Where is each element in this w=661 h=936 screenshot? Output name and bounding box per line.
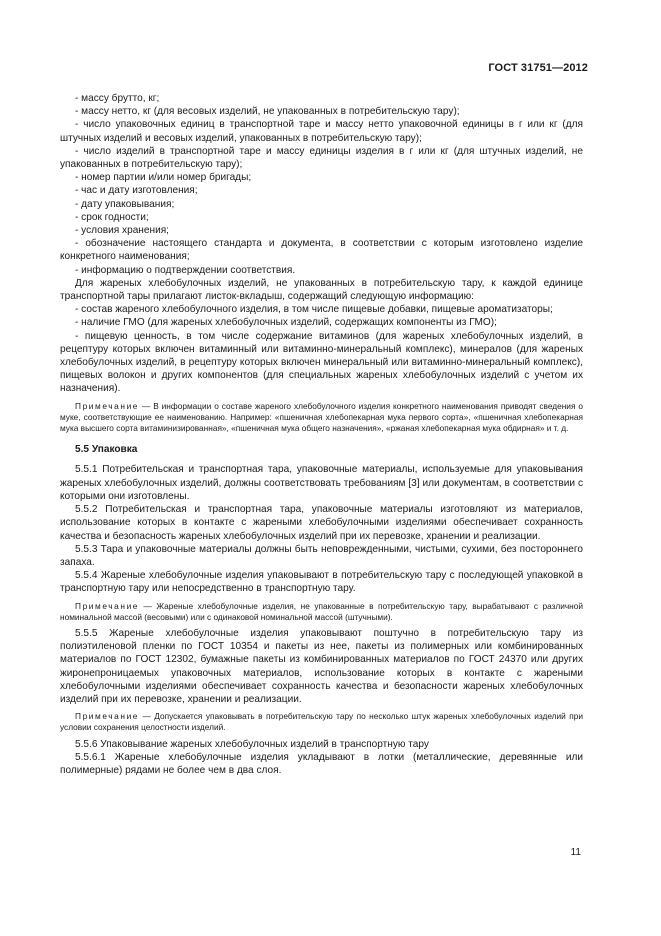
marking-list xyxy=(60,92,583,396)
page-content xyxy=(60,92,583,777)
paragraph: 5.5.1 Потребительская и транспортная тара, упаковочные материалы, используемые для упаковывания жареных хлебобулочных изделий, должны соответствовать требованиям [3] или документам, в соответствии с которыми они изготовлены. xyxy=(60,464,583,502)
paragraph: - обозначение настоящего стандарта и документа, в соответствии с которым изготовлено изделие конкретного наименования; xyxy=(60,238,583,263)
paragraph: - информацию о подтверждении соответствия. xyxy=(75,264,296,276)
paragraph: - срок годности; xyxy=(75,211,149,223)
paragraph: - массу нетто, кг (для весовых изделий, не упакованных в потребительскую тару); xyxy=(75,106,460,118)
paragraph: 5.5.5 Жареные хлебобулочные изделия упаковывают поштучно в потребительскую тару из полиэтиленовой пленки по ГОСТ 10354 и пакеты из нее, пакеты из полимерных или комбинированных материалов по ГОСТ 12302, бумажные пакеты из комбинированных материалов по ГОСТ 24370 или других жиронепроницаемых упаковочных материалов, использование которых в контакте с жареными хлебобулочными изделиями обеспечивает сохранность качества и безопасности жареных хлебобулочных изделий при их перевозке, хранении и реализации. xyxy=(60,627,583,705)
paragraph: 5.5.2 Потребительская и транспортная тара, упаковочные материалы изготовляют из материалов, использование которых в контакте с жареными хлебобулочными изделиями обеспечивает сохранность качества и безопасность жареных хлебобулочных изделий при их перевозке, хранении и реализации. xyxy=(60,504,583,542)
note-text: — Допускается упаковывать в потребительскую тару по несколько штук жареных хлебобулочных изделий при условии сохранения целостности изделий. xyxy=(60,711,583,733)
paragraph: 5.5.6 Упаковывание жареных хлебобулочных изделий в транспортную тару xyxy=(75,738,429,750)
note-label: Примечание xyxy=(75,600,140,611)
paragraph: 5.5.4 Жареные хлебобулочные изделия упаковывают в потребительскую тару с последующей упаковкой в транспортную тару или непосредственно в транспортную тару. xyxy=(60,570,583,595)
document-header: ГОСТ 31751—2012 xyxy=(488,62,588,74)
section-heading: 5.5 Упаковка xyxy=(75,444,138,456)
paragraph: - час и дату изготовления; xyxy=(75,185,198,197)
note-text: — В информации о составе жареного хлебобулочного изделия конкретного наименования приводят сведения о муке, соответствующие ее наименованию. Например: «пшеничная хлебопекарная мука первого сорта», «пшеничная хлебопекарная мука высшего сорта витаминизированная», «пшеничная мука общего назначения», «ржаная хлебопекарная мука обдирная» и т. д. xyxy=(60,400,583,434)
paragraph: - дату упаковывания; xyxy=(75,198,175,210)
note-label: Примечание xyxy=(75,400,140,411)
paragraph: - число изделий в транспортной таре и массу единицы изделия в г или кг (для штучных изделий, не упакованных в потребительскую тару); xyxy=(60,145,583,171)
note xyxy=(60,401,583,435)
paragraph: - условия хранения; xyxy=(75,225,169,237)
packaging-paragraphs xyxy=(60,627,583,706)
paragraph: - состав жареного хлебобулочного изделия, в том числе пищевые добавки, пищевые ароматизаторы; xyxy=(75,304,553,316)
note-text: — Жареные хлебобулочные изделия, не упакованные в потребительскую тару, вырабатывают с различной номинальной массой (весовыми) или с одинаковой номинальной массой (штучными). xyxy=(60,600,583,622)
paragraph: - пищевую ценность, в том числе содержание витаминов (для жареных хлебобулочных изделий, в рецептуру которых включен витаминный или витаминно-минеральный комплекс), минералов (для жареных хлебобулочных изделий, в рецептуру которых включен минеральный или витаминно-минеральный комплекс), пищевых волокон и других компонентов (для специальных жареных хлебобулочных изделий с учетом их назначения). xyxy=(60,330,583,395)
note xyxy=(60,601,583,623)
page-number: 11 xyxy=(570,847,581,858)
paragraph: - массу брутто, кг; xyxy=(75,93,160,104)
note-label: Примечание xyxy=(75,711,140,722)
paragraph: - число упаковочных единиц в транспортной таре и массу нетто упаковочной единицы в г или кг (для штучных изделий и весовых изделий, упакованных в потребительскую тару); xyxy=(60,119,583,144)
paragraph: Для жареных хлебобулочных изделий, не упакованных в потребительскую тару, к каждой единице транспортной тары прилагают листок-вкладыш, содержащий следующую информацию: xyxy=(60,277,583,303)
paragraph: 5.5.6.1 Жареные хлебобулочные изделия укладывают в лотки (металлические, деревянные или полимерные) рядами не более чем в два слоя. xyxy=(60,751,583,776)
paragraph: 5.5.3 Тара и упаковочные материалы должны быть неповрежденными, чистыми, сухими, без постороннего запаха. xyxy=(60,543,583,568)
note xyxy=(60,711,583,733)
paragraph: - наличие ГМО (для жареных хлебобулочных изделий, содержащих компоненты из ГМО); xyxy=(75,317,497,329)
transport-packaging-paragraphs xyxy=(60,738,583,778)
paragraph: - номер партии и/или номер бригады; xyxy=(75,172,252,184)
packaging-paragraphs xyxy=(60,463,583,595)
